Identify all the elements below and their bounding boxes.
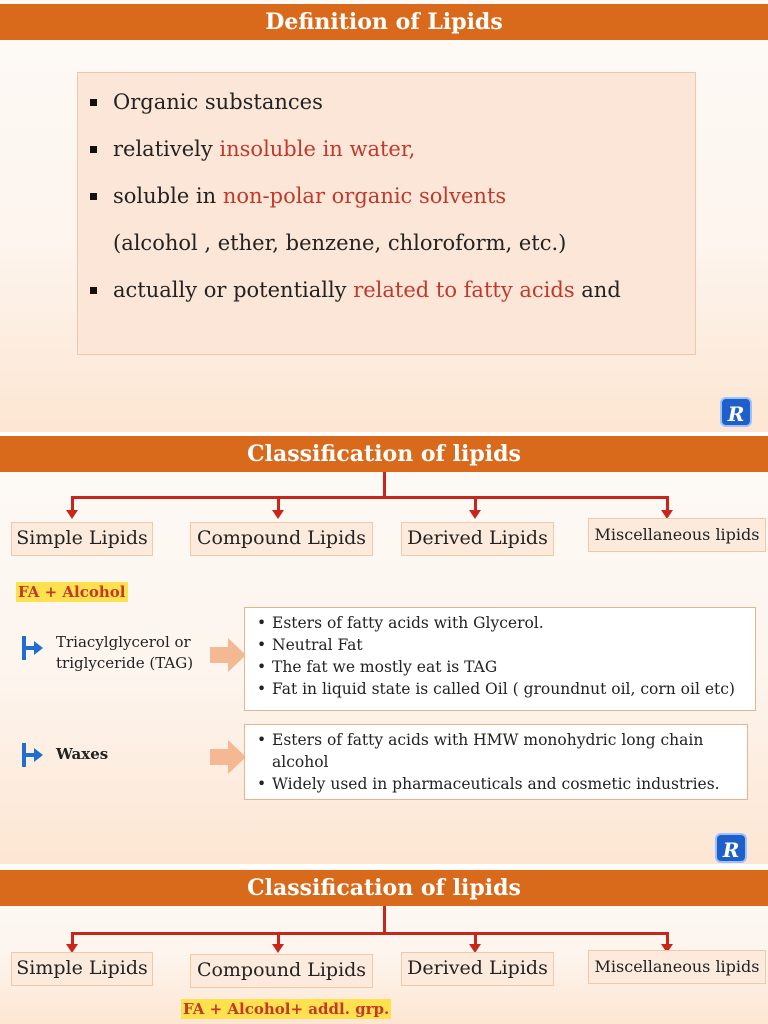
category-compound-lipids: Compound Lipids bbox=[190, 954, 373, 988]
item-label-tag bbox=[56, 632, 193, 674]
slide-classification-compound bbox=[0, 868, 768, 1024]
channel-logo: R bbox=[715, 833, 747, 863]
arrow-down-icon bbox=[272, 510, 284, 519]
bullet-text: relatively bbox=[113, 137, 220, 161]
category-derived-lipids: Derived Lipids bbox=[401, 952, 554, 986]
definition-bullet bbox=[86, 273, 685, 320]
category-derived-lipids: Derived Lipids bbox=[401, 522, 554, 556]
item-label-line: triglyceride (TAG) bbox=[56, 654, 194, 672]
definition-box bbox=[77, 72, 696, 355]
slide-classification bbox=[0, 436, 768, 864]
bullet-text: (alcohol , ether, benzene, chloroform, etc.) bbox=[113, 231, 567, 255]
info-point: • Esters of fatty acids with HMW monohydric long chain alcohol bbox=[257, 729, 739, 773]
bullet-text: soluble in bbox=[113, 184, 223, 208]
info-point: • Neutral Fat bbox=[257, 634, 747, 656]
category-miscellaneous-lipids: Miscellaneous lipids bbox=[588, 950, 766, 984]
arrow-down-icon bbox=[272, 944, 284, 953]
bracket-arrow-icon bbox=[22, 636, 44, 660]
right-arrow-icon bbox=[210, 638, 246, 672]
right-arrow-icon bbox=[210, 740, 246, 774]
waxes-points bbox=[245, 725, 747, 799]
tree-branch bbox=[71, 932, 669, 935]
highlight-label: FA + Alcohol+ addl. grp. bbox=[183, 1000, 390, 1018]
info-point: • Widely used in pharmaceuticals and cosmetic industries. bbox=[257, 773, 739, 795]
definition-bullet bbox=[86, 132, 685, 179]
bullet-text: actually or potentially bbox=[113, 278, 354, 302]
slide-title: Classification of lipids bbox=[0, 870, 768, 906]
bullet-highlight: non-polar organic solvents bbox=[222, 184, 507, 208]
bracket-arrow-icon bbox=[22, 743, 44, 767]
category-miscellaneous-lipids: Miscellaneous lipids bbox=[588, 518, 766, 552]
tag-points bbox=[245, 608, 755, 704]
info-point: • Esters of fatty acids with Glycerol. bbox=[257, 612, 747, 634]
definition-list bbox=[86, 85, 685, 320]
waxes-info-box bbox=[244, 724, 748, 800]
definition-bullet bbox=[86, 85, 685, 132]
slide-definition bbox=[0, 0, 768, 432]
channel-logo: R bbox=[720, 397, 752, 427]
category-simple-lipids: Simple Lipids bbox=[11, 522, 153, 556]
tree-stem bbox=[383, 906, 386, 934]
bullet-text: and bbox=[574, 278, 621, 302]
arrow-down-icon bbox=[66, 510, 78, 519]
bullet-highlight: insoluble in water, bbox=[219, 137, 416, 161]
info-point: • Fat in liquid state is called Oil ( groundnut oil, corn oil etc) bbox=[257, 678, 747, 700]
definition-sub-line bbox=[86, 226, 685, 273]
tree-stem bbox=[383, 472, 386, 498]
highlight-label: FA + Alcohol bbox=[18, 583, 126, 601]
info-point: • The fat we mostly eat is TAG bbox=[257, 656, 747, 678]
category-simple-lipids: Simple Lipids bbox=[11, 952, 153, 986]
item-label-line: Triacylglycerol or bbox=[56, 633, 191, 651]
slide-title: Definition of Lipids bbox=[0, 4, 768, 40]
bullet-highlight: related to fatty acids bbox=[353, 278, 575, 302]
tag-info-box bbox=[244, 607, 756, 711]
category-compound-lipids: Compound Lipids bbox=[190, 522, 373, 556]
slide-title: Classification of lipids bbox=[0, 436, 768, 472]
arrow-down-icon bbox=[469, 510, 481, 519]
definition-bullet bbox=[86, 179, 685, 226]
tree-branch bbox=[71, 496, 669, 499]
item-label-waxes: Waxes bbox=[56, 745, 109, 763]
bullet-text: Organic substances bbox=[113, 90, 323, 114]
